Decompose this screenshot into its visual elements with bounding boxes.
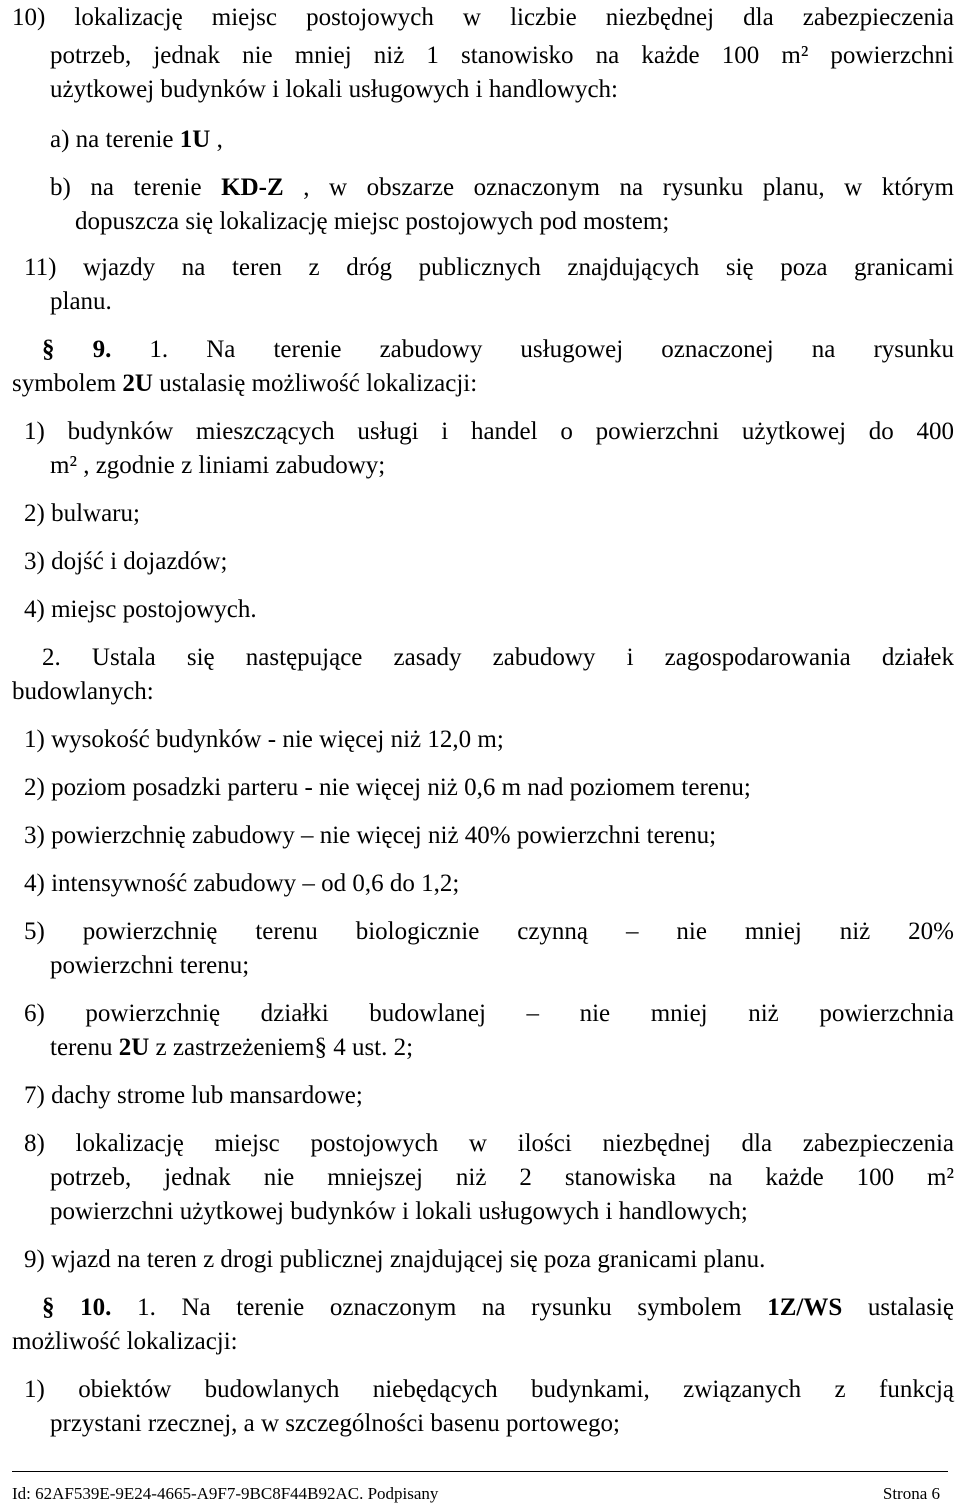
text-run: ustalasię xyxy=(842,1294,954,1321)
text-run: przystani rzecznej, a w szczególności basenu portowego; xyxy=(50,1410,620,1437)
text-run: terenu xyxy=(50,1034,119,1061)
text-line xyxy=(75,204,954,239)
text-run: 3) dojść i dojazdów; xyxy=(24,548,228,575)
text-line xyxy=(12,0,954,35)
text-line xyxy=(42,640,954,675)
text-run: 10) lokalizację miejsc postojowych w liczbie niezbędnej dla zabezpieczenia xyxy=(12,4,954,31)
text-run: 4) intensywność zabudowy – od 0,6 do 1,2; xyxy=(24,870,460,897)
text-run: 1. Na terenie zabudowy usługowej oznaczonej na rysunku xyxy=(149,336,954,363)
text-line xyxy=(24,866,954,901)
text-line xyxy=(24,770,954,805)
page-footer xyxy=(12,1483,940,1505)
text-line xyxy=(50,122,954,157)
text-line xyxy=(50,1194,954,1229)
text-run: 5) powierzchnię terenu biologicznie czynną – nie mniej niż 20% xyxy=(24,918,954,945)
bold-text: § 9. xyxy=(42,336,150,363)
bold-text: 1Z/WS xyxy=(767,1294,843,1321)
text-run: 1) wysokość budynków - nie więcej niż 12,0 m; xyxy=(24,726,504,753)
text-line xyxy=(24,818,954,853)
text-run: potrzeb, jednak nie mniej niż 1 stanowisko na każde 100 m² powierzchni xyxy=(50,42,954,69)
text-line xyxy=(42,1290,954,1325)
text-run: 1) budynków mieszczących usługi i handel o powierzchni użytkowej do 400 xyxy=(24,418,954,445)
text-line xyxy=(24,1372,954,1407)
text-run: dopuszcza się lokalizację miejsc postojowych pod mostem; xyxy=(75,208,670,235)
bold-text: 1U xyxy=(179,126,211,153)
text-run: planu. xyxy=(50,288,112,315)
text-line xyxy=(24,1126,954,1161)
footer-page-number: Strona 6 xyxy=(882,1484,940,1503)
text-run: 4) miejsc postojowych. xyxy=(24,596,257,623)
text-line xyxy=(24,496,954,531)
text-line xyxy=(24,722,954,757)
bold-text: KD-Z xyxy=(221,174,284,201)
text-run: 1. Na terenie oznaczonym na rysunku symbolem xyxy=(137,1294,768,1321)
text-run: 2) poziom posadzki parteru - nie więcej niż 0,6 m nad poziomem terenu; xyxy=(24,774,751,801)
text-line xyxy=(50,284,954,319)
text-line xyxy=(24,544,954,579)
text-run: powierzchni terenu; xyxy=(50,952,250,979)
text-line xyxy=(24,592,954,627)
text-line xyxy=(50,1160,954,1195)
text-run: użytkowej budynków i lokali usługowych i handlowych: xyxy=(50,76,618,103)
bold-text: § 10. xyxy=(42,1294,138,1321)
text-run: 8) lokalizację miejsc postojowych w ilości niezbędnej dla zabezpieczenia xyxy=(24,1130,954,1157)
text-run: powierzchni użytkowej budynków i lokali usługowych i handlowych; xyxy=(50,1198,748,1225)
text-line xyxy=(50,948,954,983)
text-run: symbolem xyxy=(12,370,123,397)
bold-text: 2U xyxy=(118,1034,150,1061)
text-line xyxy=(50,1406,954,1441)
text-run: budowlanych: xyxy=(12,678,154,705)
text-line xyxy=(24,250,954,285)
text-line xyxy=(50,170,954,205)
text-line xyxy=(12,1324,954,1359)
text-run: 6) powierzchnię działki budowlanej – nie mniej niż powierzchnia xyxy=(24,1000,954,1027)
text-run: 1) obiektów budowlanych niebędących budynkami, związanych z funkcją xyxy=(24,1376,954,1403)
text-run: 9) wjazd na teren z drogi publicznej znajdującej się poza granicami planu. xyxy=(24,1246,766,1273)
text-run: z zastrzeżeniem§ 4 ust. 2; xyxy=(149,1034,414,1061)
text-run: a) na terenie xyxy=(50,126,180,153)
text-line xyxy=(24,1242,954,1277)
text-run: 3) powierzchnię zabudowy – nie więcej niż 40% powierzchni terenu; xyxy=(24,822,717,849)
text-line xyxy=(12,366,954,401)
text-line xyxy=(50,38,954,73)
text-run: potrzeb, jednak nie mniejszej niż 2 stanowiska na każde 100 m² xyxy=(50,1164,954,1191)
text-run: , w obszarze oznaczonym na rysunku planu, w którym xyxy=(283,174,954,201)
text-line xyxy=(50,448,954,483)
text-run: 2. Ustala się następujące zasady zabudowy i zagospodarowania działek xyxy=(42,644,954,671)
text-run: , xyxy=(210,126,223,153)
text-run: 7) dachy strome lub mansardowe; xyxy=(24,1082,363,1109)
text-line xyxy=(42,332,954,367)
text-run: możliwość lokalizacji: xyxy=(12,1328,238,1355)
bold-text: 2U xyxy=(122,370,153,397)
text-line xyxy=(50,1030,954,1065)
footer-divider xyxy=(12,1471,948,1472)
text-run: 2) bulwaru; xyxy=(24,500,140,527)
text-line xyxy=(24,914,954,949)
text-run: m² , zgodnie z liniami zabudowy; xyxy=(50,452,386,479)
text-line xyxy=(50,72,954,107)
text-line xyxy=(12,674,954,709)
text-run: ustalasię możliwość lokalizacji: xyxy=(152,370,478,397)
text-run: b) na terenie xyxy=(50,174,222,201)
footer-document-id: Id: 62AF539E-9E24-4665-A9F7-9BC8F44B92AC. Podpisany xyxy=(12,1484,439,1503)
text-run: 11) wjazdy na teren z dróg publicznych znajdujących się poza granicami xyxy=(24,254,954,281)
text-line xyxy=(24,1078,954,1113)
text-line xyxy=(24,996,954,1031)
text-line xyxy=(24,414,954,449)
